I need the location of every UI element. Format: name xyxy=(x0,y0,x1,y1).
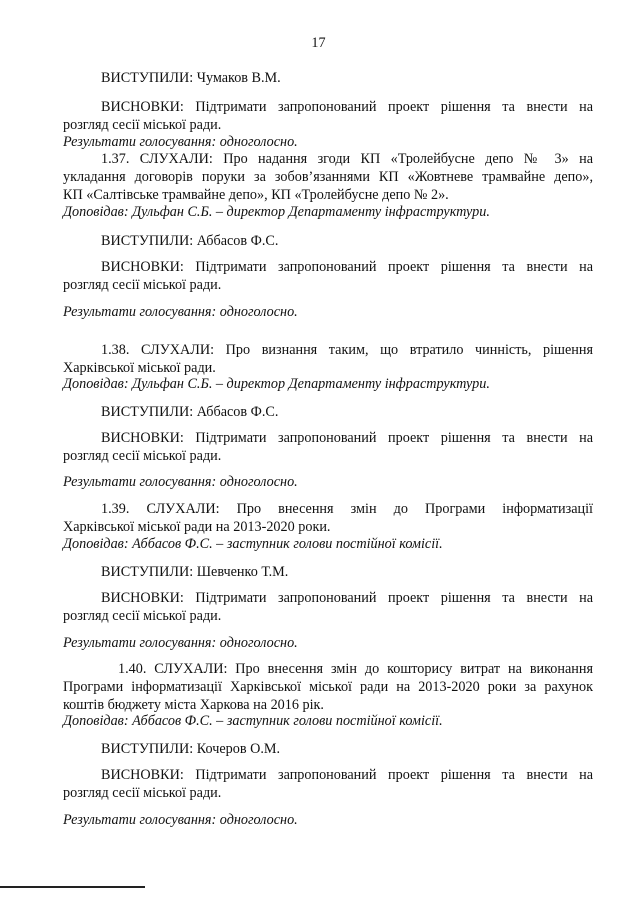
dopovidav-line: Доповідав: Дульфан С.Б. – директор Департаменту інфраструктури. xyxy=(63,204,490,220)
vystupyly-line: ВИСТУПИЛИ: Чумаков В.М. xyxy=(101,70,281,86)
vysnovky-paragraph: ВИСНОВКИ: Підтримати запропонований проект рішення та внести на розгляд сесії міської ради. xyxy=(63,767,593,801)
result-line: Результати голосування: одноголосно. xyxy=(63,304,298,320)
vystupyly-line: ВИСТУПИЛИ: Аббасов Ф.С. xyxy=(101,233,279,249)
sluhaly-paragraph: 1.38. СЛУХАЛИ: Про визнання таким, що втратило чинність, рішення Харківської міської ради. xyxy=(63,342,593,376)
result-line: Результати голосування: одноголосно. xyxy=(63,134,298,150)
page-number: 17 xyxy=(311,35,326,51)
sluhaly-paragraph: 1.39. СЛУХАЛИ: Про внесення змін до Програми інформатизації Харківської міської ради на 2013-2020 роки. xyxy=(63,501,593,535)
sluhaly-paragraph: 1.40. СЛУХАЛИ: Про внесення змін до кошторису витрат на виконання Програми інформатизації Харківської міської ради на 2013-2020 роки за рахунок коштів бюджету міста Харкова на 2016 рік. xyxy=(63,661,593,713)
vystupyly-line: ВИСТУПИЛИ: Шевченко Т.М. xyxy=(101,564,289,580)
vystupyly-line: ВИСТУПИЛИ: Кочеров О.М. xyxy=(101,741,281,757)
dopovidav-line: Доповідав: Аббасов Ф.С. – заступник голови постійної комісії. xyxy=(63,536,443,552)
sluhaly-paragraph: 1.37. СЛУХАЛИ: Про надання згоди КП «Тролейбусне депо № 3» на укладання договорів поруки за зобов’язаннями КП «Жовтневе трамвайне депо», КП «Салтівське трамвайне депо», КП «Тролейбусне депо № 2». xyxy=(63,151,593,203)
result-line: Результати голосування: одноголосно. xyxy=(63,474,298,490)
vysnovky-paragraph: ВИСНОВКИ: Підтримати запропонований проект рішення та внести на розгляд сесії міської ради. xyxy=(63,259,593,293)
result-line: Результати голосування: одноголосно. xyxy=(63,635,298,651)
vysnovky-paragraph: ВИСНОВКИ: Підтримати запропонований проект рішення та внести на розгляд сесії міської ради. xyxy=(63,590,593,624)
vysnovky-paragraph: ВИСНОВКИ: Підтримати запропонований проект рішення та внести на розгляд сесії міської ради. xyxy=(63,99,593,133)
result-line: Результати голосування: одноголосно. xyxy=(63,812,298,828)
dopovidav-line: Доповідав: Дульфан С.Б. – директор Департаменту інфраструктури. xyxy=(63,376,490,392)
vysnovky-paragraph: ВИСНОВКИ: Підтримати запропонований проект рішення та внести на розгляд сесії міської ради. xyxy=(63,430,593,464)
vystupyly-line: ВИСТУПИЛИ: Аббасов Ф.С. xyxy=(101,404,279,420)
dopovidav-line: Доповідав: Аббасов Ф.С. – заступник голови постійної комісії. xyxy=(63,713,443,729)
footer-rule xyxy=(0,886,145,888)
